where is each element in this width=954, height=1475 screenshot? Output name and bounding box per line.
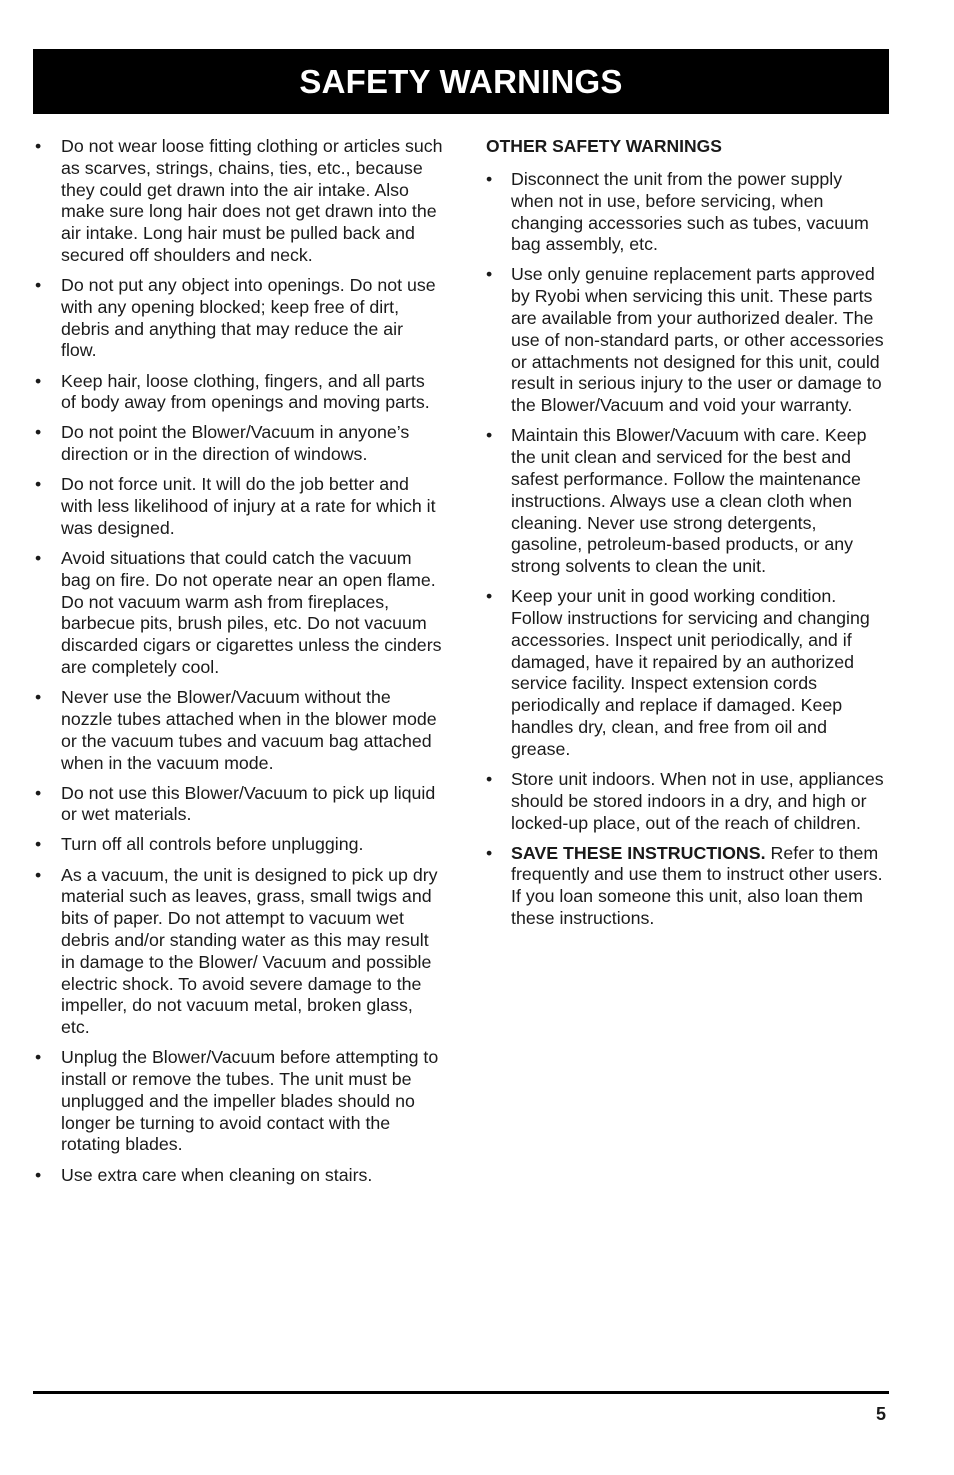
list-item-text: Unplug the Blower/Vacuum before attempting to install or remove the tubes. The unit must be unplugged and the impeller blades should no longer be turning to avoid contact with the rotating blades. xyxy=(61,1047,439,1155)
bullet-icon: • xyxy=(486,169,493,189)
bullet-icon: • xyxy=(486,842,493,863)
list-item-text: Use only genuine replacement parts approved by Ryobi when servicing this unit. These parts are available from your authorized dealer. The use of non-standard parts, or other accessories or attachments not designed for this unit, could result in serious injury to the user or damage to the Blower/Vacuum and void your warranty. xyxy=(511,264,884,416)
bullet-icon: • xyxy=(35,782,42,803)
save-instructions-lead: SAVE THESE INSTRUCTIONS. xyxy=(511,842,766,863)
right-column xyxy=(484,136,889,938)
page-title: SAFETY WARNINGS xyxy=(299,62,623,100)
list-item xyxy=(484,169,889,256)
list-item xyxy=(33,422,443,466)
bullet-icon: • xyxy=(35,275,42,296)
footer-rule xyxy=(33,1391,889,1394)
list-item-text: Do not point the Blower/Vacuum in anyone’s direction or in the direction of windows. xyxy=(61,422,410,465)
list-item-text: Never use the Blower/Vacuum without the nozzle tubes attached when in the blower mode or the vacuum tubes and vacuum bag attached when in the vacuum mode. xyxy=(61,687,437,773)
section-heading: OTHER SAFETY WARNINGS xyxy=(486,136,722,156)
left-warnings-list xyxy=(33,136,443,1186)
list-item xyxy=(33,834,443,856)
page-number: 5 xyxy=(875,1404,886,1424)
bullet-icon: • xyxy=(35,474,42,495)
list-item-text: Maintain this Blower/Vacuum with care. Keep the unit clean and serviced for the best and safest performance. Follow the maintenance instructions. Always use a clean cloth when cleaning. Never use strong detergents, gasoline, petroleum-based products, or any strong solvents to clean the unit. xyxy=(511,425,867,577)
list-item xyxy=(33,1165,443,1187)
list-item xyxy=(33,371,443,415)
list-item xyxy=(33,474,443,539)
list-item-text: Do not put any object into openings. Do not use with any opening blocked; keep free of dirt, debris and anything that may reduce the air flow. xyxy=(61,275,436,361)
list-item-text: Do not force unit. It will do the job better and with less likelihood of injury at a rate for which it was designed. xyxy=(61,474,436,538)
bullet-icon: • xyxy=(35,834,42,855)
list-item-text: Turn off all controls before unplugging. xyxy=(61,834,364,855)
list-item xyxy=(33,865,443,1039)
bullet-icon: • xyxy=(35,548,42,569)
list-item-text: Avoid situations that could catch the vacuum bag on fire. Do not operate near an open flame. Do not vacuum warm ash from fireplaces, barbecue pits, brush piles, etc. Do not vacuum discarded cigars or cigarettes unless the cinders are completely cool. xyxy=(61,548,442,678)
title-bar xyxy=(33,49,889,114)
list-item-text: Do not wear loose fitting clothing or articles such as scarves, strings, chains, ties, etc., because they could get drawn into the air intake. Also make sure long hair does not get drawn into the air intake. Long hair must be pulled back and secured off shoulders and neck. xyxy=(61,136,443,265)
list-item xyxy=(33,1047,443,1156)
bullet-icon: • xyxy=(486,264,493,285)
list-item xyxy=(484,264,889,417)
list-item-text: Refer to them frequently and use them to instruct other users. If you loan someone this unit, also loan them these instructions. xyxy=(511,842,883,928)
bullet-icon: • xyxy=(486,425,493,446)
bullet-icon: • xyxy=(486,768,493,789)
bullet-icon: • xyxy=(35,1164,42,1185)
list-item-text: Do not use this Blower/Vacuum to pick up liquid or wet materials. xyxy=(61,782,436,825)
list-item xyxy=(33,783,443,827)
bullet-icon: • xyxy=(35,136,42,156)
list-item-text: Keep your unit in good working condition. Follow instructions for servicing and changing accessories. Inspect unit periodically, and if damaged, have it repaired by an authorized service facility. Inspect extension cords periodically and replace if damaged. Keep handles dry, clean, and free from oil and grease. xyxy=(511,586,870,759)
list-item xyxy=(484,586,889,760)
bullet-icon: • xyxy=(35,370,42,391)
list-item xyxy=(33,548,443,679)
bullet-icon: • xyxy=(486,586,493,607)
list-item-text: Use extra care when cleaning on stairs. xyxy=(61,1164,373,1185)
other-warnings-list xyxy=(484,169,889,930)
left-column xyxy=(33,136,443,1195)
bullet-icon: • xyxy=(35,1047,42,1068)
list-item xyxy=(484,425,889,578)
bullet-icon: • xyxy=(35,687,42,708)
list-item xyxy=(33,275,443,362)
list-item-text: As a vacuum, the unit is designed to pick up dry material such as leaves, grass, small twigs and bits of paper. Do not attempt to vacuum wet debris and/or standing water as this may result in damage to the Blower/ Vacuum and possible electric shock. To avoid severe damage to the impeller, do not vacuum metal, broken glass, etc. xyxy=(61,864,438,1038)
bullet-icon: • xyxy=(35,422,42,443)
list-item xyxy=(33,687,443,774)
bullet-icon: • xyxy=(35,864,42,885)
list-item xyxy=(33,136,443,267)
list-item-text: Keep hair, loose clothing, fingers, and all parts of body away from openings and moving parts. xyxy=(61,370,430,413)
list-item xyxy=(484,843,889,930)
list-item-text: Store unit indoors. When not in use, appliances should be stored indoors in a dry, and high or locked-up place, out of the reach of children. xyxy=(511,768,884,833)
list-item-text: Disconnect the unit from the power supply when not in use, before servicing, when changing accessories such as tubes, vacuum bag assembly, etc. xyxy=(511,169,869,255)
list-item xyxy=(484,769,889,834)
